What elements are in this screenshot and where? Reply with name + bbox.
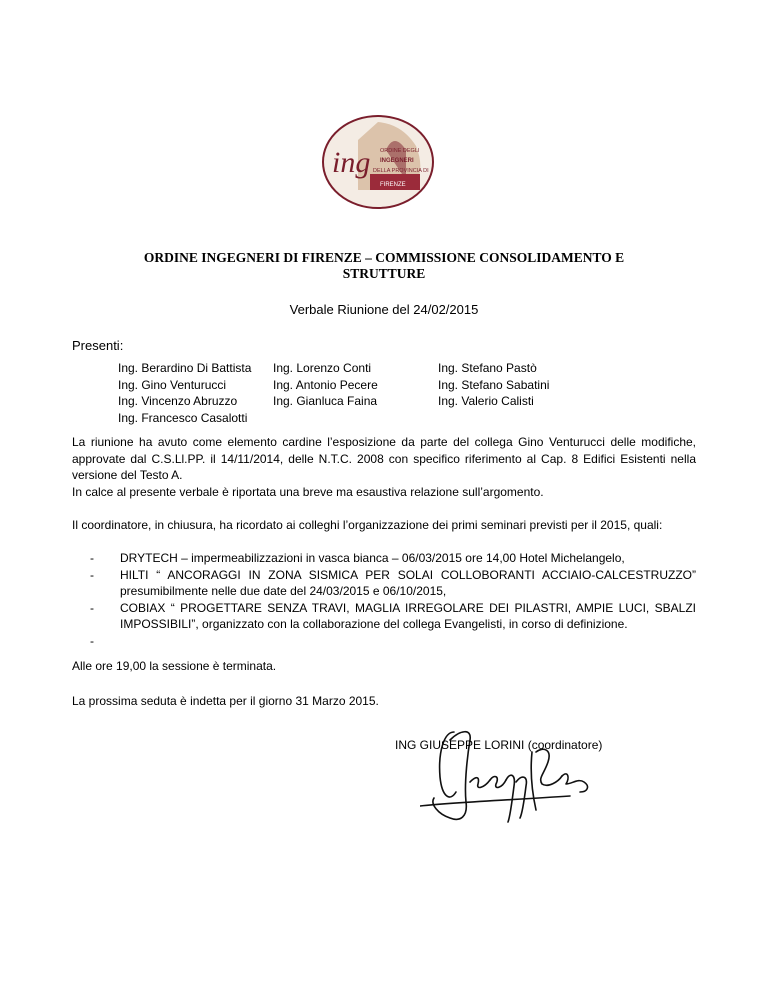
logo-text-line3: DELLA PROVINCIA DI: [373, 168, 429, 174]
attendee: Ing. Lorenzo Conti: [273, 361, 372, 375]
next-meeting-text: La prossima seduta è indetta per il giorno 31 Marzo 2015.: [72, 694, 379, 708]
paragraph-discussion: [72, 434, 696, 500]
list-item: [72, 567, 696, 600]
ordine-ingegneri-logo: [318, 110, 436, 214]
attendees-column-2: [273, 360, 378, 410]
seminar-text: DRYTECH – impermeabilizzazioni in vasca bianca – 06/03/2015 ore 14,00 Hotel Michelangelo,: [120, 551, 625, 565]
list-dash: -: [90, 567, 94, 582]
attendee: Ing. Francesco Casalotti: [118, 410, 248, 425]
paragraph-discussion-note: In calce al presente verbale è riportata una breve ma esaustiva relazione sull’argomento.: [72, 484, 544, 499]
attendee: Ing. Stefano Pastò: [438, 361, 537, 375]
attendee: Ing. Valerio Calisti: [438, 394, 534, 408]
seminar-text: HILTI “ ANCORAGGI IN ZONA SISMICA PER SOLAI COLLOBORANTI ACCIAIO-CALCESTRUZZO” presumibilmente nelle due date del 24/03/2015 e 06/10/2015,: [120, 567, 696, 598]
attendees-label: Presenti:: [72, 338, 124, 353]
attendee: Ing. Gino Venturucci: [118, 377, 227, 392]
list-dash: -: [90, 633, 94, 648]
attendees-column-1: [118, 360, 251, 426]
attendees-column-3: [438, 360, 549, 410]
paragraph-seminars-intro: Il coordinatore, in chiusura, ha ricordato ai colleghi l’organizzazione dei primi seminari previsti per il 2015, quali:: [72, 518, 663, 532]
closing-session-text: Alle ore 19,00 la sessione è terminata.: [72, 659, 277, 673]
attendee: Ing. Vincenzo Abruzzo: [118, 394, 238, 408]
logo-text-line4: FIRENZE: [380, 182, 406, 188]
signer-name: ING GIUSEPPE LORINI (coordinatore): [395, 738, 603, 752]
heading-line2: STRUTTURE: [342, 266, 426, 281]
logo-text-line1: ORDINE DEGLI: [380, 148, 420, 154]
meeting-date-subtitle: Verbale Riunione del 24/02/2015: [289, 302, 479, 317]
document-heading: [90, 250, 678, 282]
paragraph-discussion-text: La riunione ha avuto come elemento cardine l’esposizione da parte del collega Gino Venturucci delle modifiche, approvate dal C.S.Ll.PP. il 14/11/2014, delle N.T.C. 2008 con specifico riferimento al Cap. 8 Edifici Esistenti nella versione del Testo A.: [72, 435, 696, 482]
heading-line1: ORDINE INGEGNERI DI FIRENZE – COMMISSIONE CONSOLIDAMENTO E: [143, 250, 625, 265]
logo-text-line2: INGEGNERI: [380, 158, 414, 164]
attendee: Ing. Stefano Sabatini: [438, 377, 550, 392]
list-dash: -: [90, 600, 94, 615]
list-item: [72, 550, 696, 567]
list-item: [72, 600, 696, 633]
list-item: [72, 633, 696, 650]
list-dash: -: [90, 551, 94, 565]
seminar-text: COBIAX “ PROGETTARE SENZA TRAVI, MAGLIA IRREGOLARE DEI PILASTRI, AMPIE LUCI, SBALZI IMPOSSIBILI”, organizzato con la collaborazione del collega Evangelisti, in corso di definizione.: [120, 600, 696, 631]
logo-mark-text: ing: [332, 146, 371, 179]
attendee: Ing. Berardino Di Battista: [118, 361, 252, 375]
attendee: Ing. Antonio Pecere: [273, 377, 378, 392]
attendee: Ing. Gianluca Faina: [273, 394, 378, 408]
seminars-list: [72, 550, 696, 649]
